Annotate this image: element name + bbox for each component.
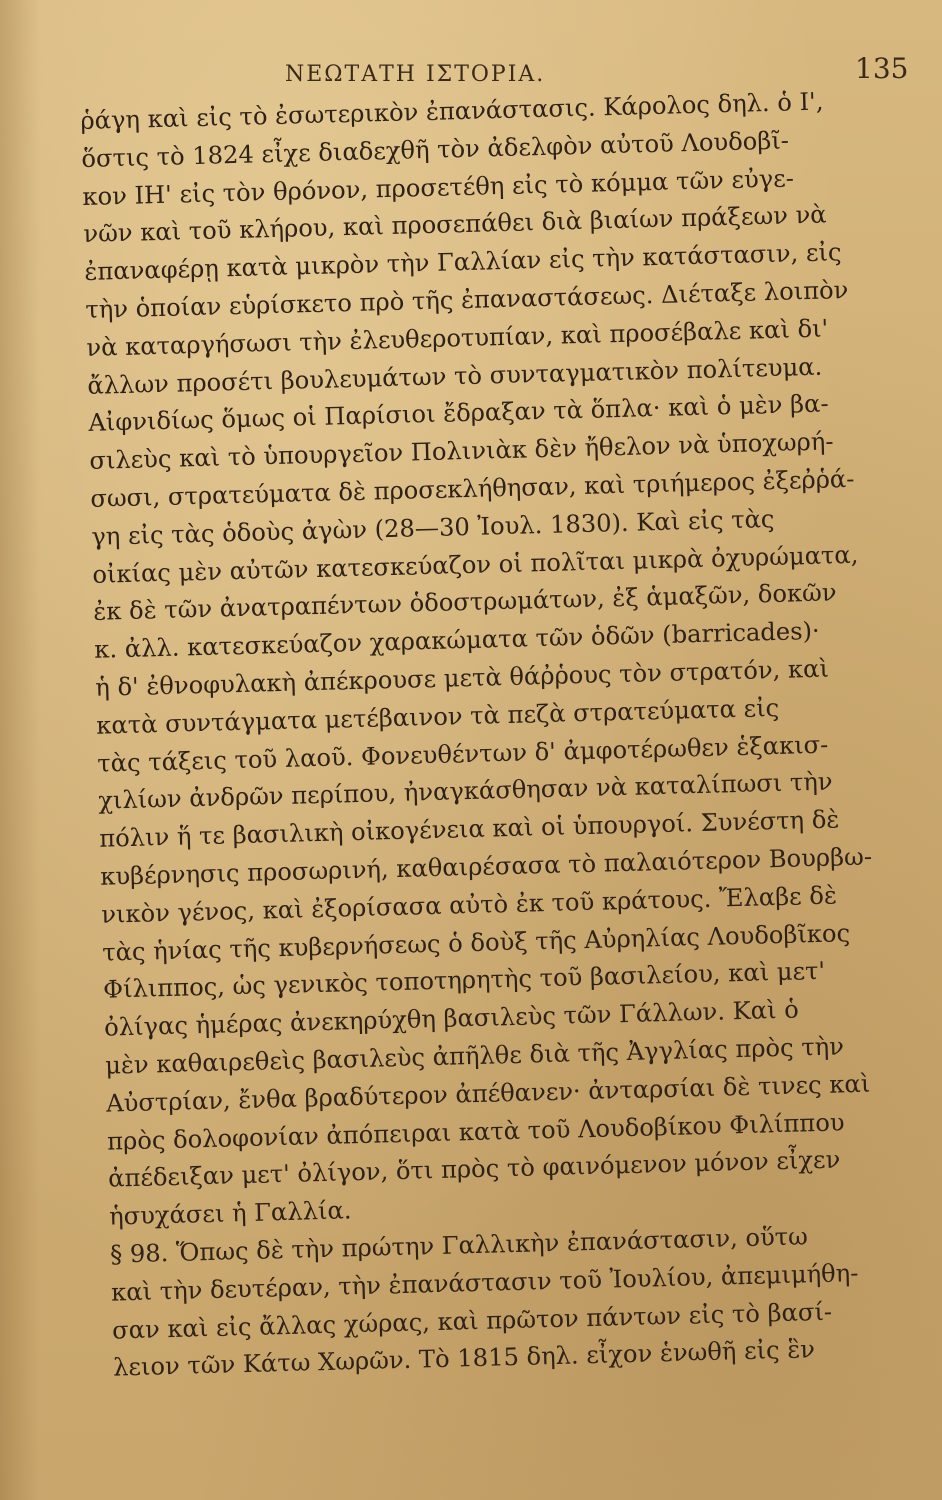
body-text xyxy=(80,85,873,1388)
text-line: κατὰ συντάγματα μετέβαινον τὰ πεζὰ στρατεύματα εἰς xyxy=(95,693,780,740)
text-line: ῥάγη καὶ εἰς τὸ ἐσωτερικὸν ἐπανάστασις. Κάρολος δηλ. ὁ Ι', xyxy=(80,87,824,135)
text-line: σιλεὺς καὶ τὸ ὑπουργεῖον Πολινιὰκ δὲν ἤθελον νὰ ὑποχωρή- xyxy=(89,427,834,476)
text-line: ὀλίγας ἡμέρας ἀνεκηρύχθη βασιλεὺς τῶν Γάλλων. Καὶ ὁ xyxy=(103,995,800,1042)
page-number: 135 xyxy=(855,52,909,85)
text-line: ἐπαναφέρῃ κατὰ μικρὸν τὴν Γαλλίαν εἰς τὴν κατάστασιν, εἰς xyxy=(84,238,842,287)
text-line: νικὸν γένος, καὶ ἐξορίσασα αὐτὸ ἐκ τοῦ κράτους. Ἔλαβε δὲ xyxy=(100,881,838,929)
text-line: τὴν ὁποίαν εὑρίσκετο πρὸ τῆς ἐπαναστάσεως. Διέταξε λοιπὸν xyxy=(85,275,849,324)
text-line: Αἰφνιδίως ὅμως οἱ Παρίσιοι ἔδραξαν τὰ ὅπλα· καὶ ὁ μὲν βα- xyxy=(88,389,829,438)
text-line: οἰκίας μὲν αὐτῶν κατεσκεύαζον οἱ πολῖται μικρὰ ὀχυρώματα, xyxy=(91,540,859,589)
text-line: μὲν καθαιρεθεὶς βασιλεὺς ἀπῆλθε διὰ τῆς Ἀγγλίας πρὸς τὴν xyxy=(104,1032,845,1080)
text-line: σαν καὶ εἰς ἄλλας χώρας, καὶ πρῶτον πάντων εἰς τὸ βασί- xyxy=(111,1297,833,1345)
text-line: σωσι, στρατεύματα δὲ προσεκλήθησαν, καὶ τριήμερος ἐξεῤῥά- xyxy=(89,464,855,513)
text-line: τὰς ἡνίας τῆς κυβερνήσεως ὁ δοὺξ τῆς Αὐρηλίας Λουδοβῖκος xyxy=(101,918,851,967)
text-line: νὰ καταργήσωσι τὴν ἐλευθεροτυπίαν, καὶ προσέβαλε καὶ δι' xyxy=(86,314,829,362)
text-line: νῶν καὶ τοῦ κλήρου, καὶ προσεπάθει διὰ βιαίων πράξεων νὰ xyxy=(83,200,827,249)
text-line: ὅστις τὸ 1824 εἶχε διαδεχθῆ τὸν ἀδελφὸν αὐτοῦ Λουδοβῖ- xyxy=(81,126,790,173)
text-line: κον ΙΗ' εἰς τὸν θρόνον, προσετέθη εἰς τὸ κόμμα τῶν εὐγε- xyxy=(82,163,795,211)
text-line: ἡ δ' ἐθνοφυλακὴ ἀπέκρουσε μετὰ θάῤῥους τὸν στρατόν, καὶ xyxy=(94,654,830,702)
text-line: καὶ τὴν δευτέραν, τὴν ἐπανάστασιν τοῦ Ἰουλίου, ἀπεμιμήθη- xyxy=(110,1258,859,1307)
section-heading-line: § 98. Ὅπως δὲ τὴν πρώτην Γαλλικὴν ἐπανάστασιν, οὕτω xyxy=(109,1222,809,1269)
page-edge-shadow xyxy=(0,0,40,1500)
text-line: Φίλιππος, ὡς γενικὸς τοποτηρητὴς τοῦ βασιλείου, καὶ μετ' xyxy=(102,957,826,1005)
text-line: Αὐστρίαν, ἔνθα βραδύτερον ἀπέθανεν· ἀνταρσίαι δὲ τινες καὶ xyxy=(105,1069,871,1118)
text-line: τὰς τάξεις τοῦ λαοῦ. Φονευθέντων δ' ἀμφοτέρωθεν ἑξακισ- xyxy=(96,730,829,778)
text-line: ἄλλων προσέτι βουλευμάτων τὸ συνταγματικὸν πολίτευμα. xyxy=(87,352,823,400)
text-line: ἡσυχάσει ἡ Γαλλία. xyxy=(108,1196,352,1231)
text-line: πόλιν ἥ τε βασιλικὴ οἰκογένεια καὶ οἱ ὑπουργοί. Συνέστη δὲ xyxy=(98,805,840,853)
text-line: χιλίων ἀνδρῶν περίπου, ἠναγκάσθησαν νὰ καταλίπωσι τὴν xyxy=(97,767,833,816)
text-line: πρὸς δολοφονίαν ἀπόπειραι κατὰ τοῦ Λουδοβίκου Φιλίππου xyxy=(106,1107,845,1156)
text-line: ἐκ δὲ τῶν ἀνατραπέντων ὁδοστρωμάτων, ἐξ ἁμαξῶν, δοκῶν xyxy=(92,578,837,627)
running-head: ΝΕΩΤΑΤΗ ΙΣΤΟΡΙΑ. xyxy=(285,62,546,87)
text-line: κυβέρνησις προσωρινή, καθαιρέσασα τὸ παλαιότερον Βουρβω- xyxy=(99,842,873,891)
text-line: κ. ἀλλ. κατεσκεύαζον χαρακώματα τῶν ὁδῶν (barricades)· xyxy=(93,616,821,664)
text-line: ἀπέδειξαν μετ' ὀλίγον, ὅτι πρὸς τὸ φαινόμενον μόνον εἶχεν xyxy=(107,1145,841,1193)
text-line: λειον τῶν Κάτω Χωρῶν. Τὸ 1815 δηλ. εἶχον ἑνωθῆ εἰς ἓν xyxy=(112,1335,816,1382)
text-line: γη εἰς τὰς ὁδοὺς ἀγὼν (28—30 Ἰουλ. 1830). Καὶ εἰς τὰς xyxy=(90,504,775,551)
